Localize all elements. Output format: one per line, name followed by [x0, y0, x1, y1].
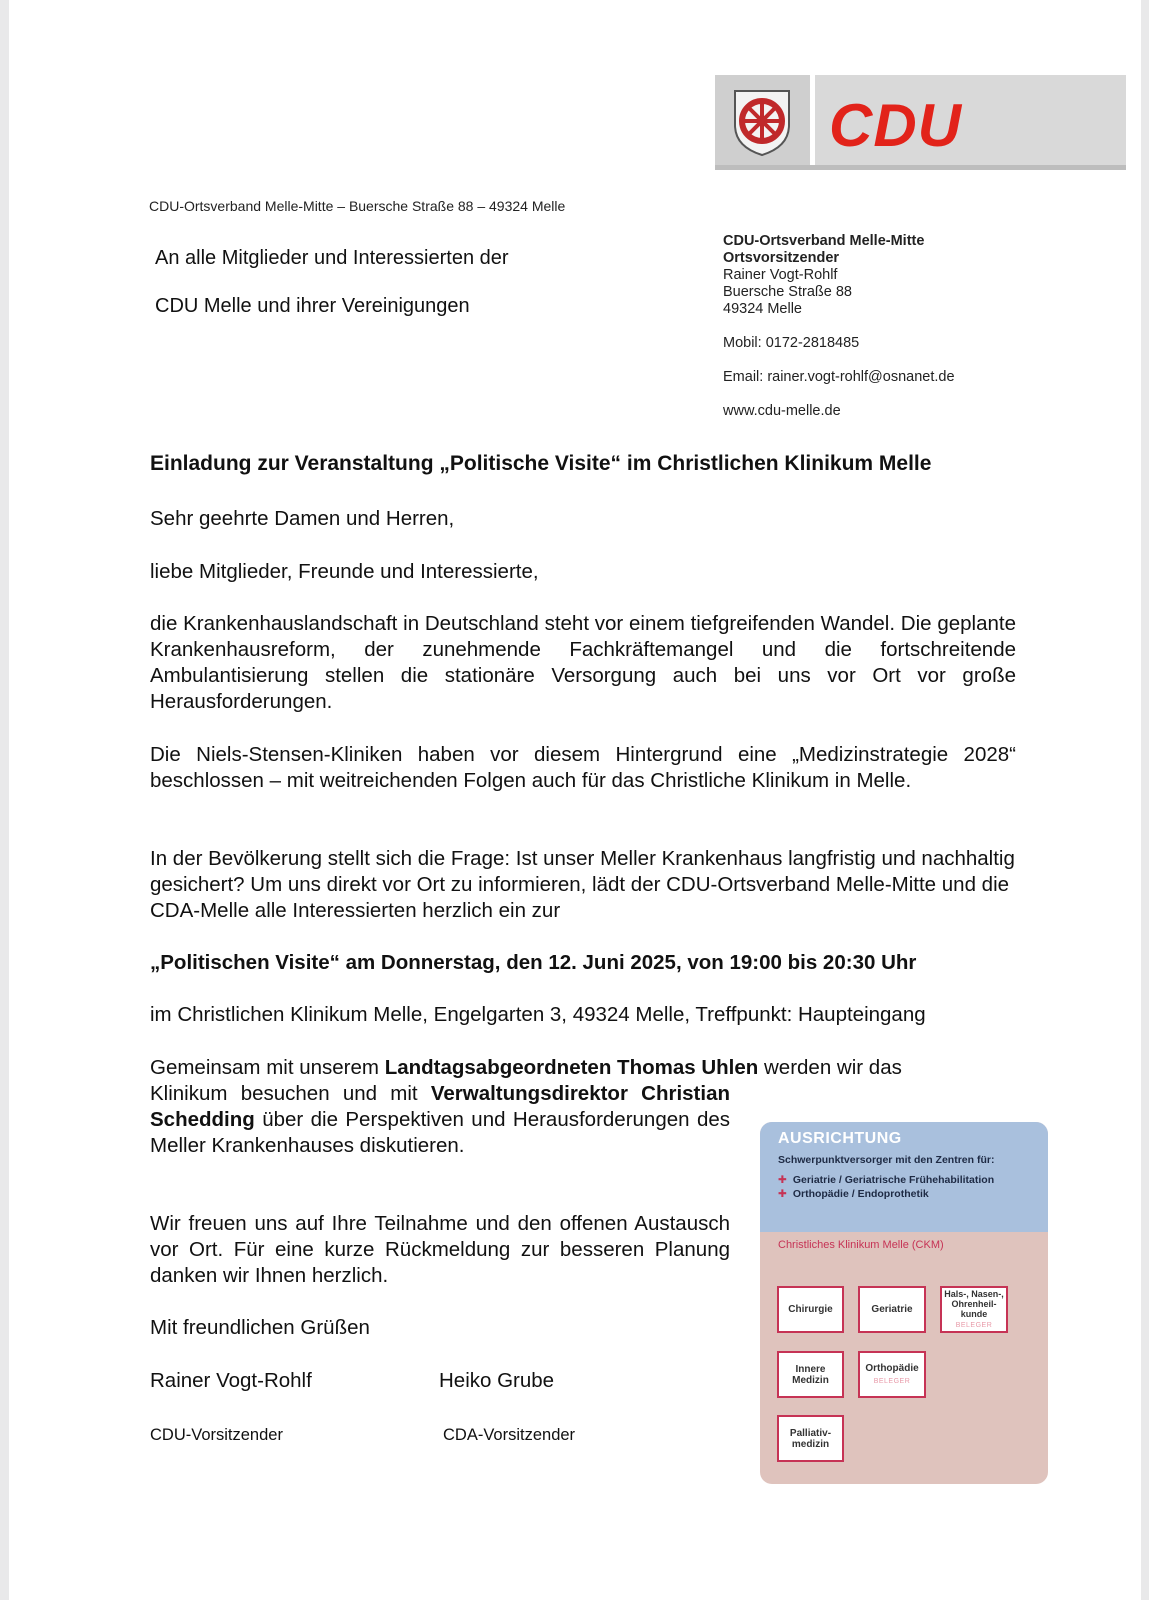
signature-name-2: Heiko Grube — [439, 1369, 555, 1392]
dept-box: Chirurgie — [777, 1286, 844, 1333]
contact-street: Buersche Straße 88 — [723, 284, 852, 300]
paragraph-2: Die Niels-Stensen-Kliniken haben vor diesem Hintergrund eine „Medizinstrategie 2028“ beschlossen – mit weitreichenden Folgen auch für das Christliche Klinikum in Melle. — [150, 743, 1016, 792]
recipient-line-2: CDU Melle und ihrer Vereinigungen — [155, 295, 470, 317]
contact-role: Ortsvorsitzender — [723, 250, 840, 266]
closing: Mit freundlichen Grüßen — [150, 1316, 370, 1339]
hospital-info-graphic — [760, 1122, 1048, 1484]
signature-name-1: Rainer Vogt-Rohlf — [150, 1369, 312, 1392]
info-bullet-2: ✚ Orthopädie / Endoprothetik — [778, 1188, 929, 1200]
dept-box: Palliativ-medizin — [777, 1415, 844, 1462]
contact-org: CDU-Ortsverband Melle-Mitte — [723, 233, 925, 249]
contact-block — [723, 233, 955, 420]
dept-box: Orthopädie BELEGER — [858, 1351, 926, 1398]
recipient-line-1: An alle Mitglieder und Interessierten der — [155, 247, 509, 269]
location-line: im Christlichen Klinikum Melle, Engelgarten 3, 49324 Melle, Treffpunkt: Haupteingang — [150, 1003, 926, 1026]
paragraph-1: die Krankenhauslandschaft in Deutschland steht vor einem tiefgreifenden Wandel. Die geplante Krankenhausreform, der zunehmende Fachkräftemangel und die fortschreitende Ambulantisierung stellen die stationäre Versorgung auch bei uns vor Ort vor große Herausforderungen. — [150, 612, 1016, 713]
paragraph-4-line-1: Gemeinsam mit unserem Landtagsabgeordneten Thomas Uhlen werden wir das — [150, 1056, 902, 1079]
signature-role-2: CDA-Vorsitzender — [443, 1426, 576, 1444]
plus-icon: ✚ — [778, 1188, 787, 1200]
melle-wheel-crest-icon — [727, 85, 797, 157]
paragraph-4: Klinikum besuchen und mit Verwaltungsdirektor Christian Schedding über die Perspektiven und Herausforderungen des Meller Krankenhauses diskutieren. — [150, 1082, 731, 1157]
plus-icon: ✚ — [778, 1174, 787, 1186]
dept-box: Hals-, Nasen-, Ohrenheil-kunde BELEGER — [940, 1286, 1008, 1333]
paragraph-5: Wir freuen uns auf Ihre Teilnahme und den offenen Austausch vor Ort. Für eine kurze Rückmeldung zur besseren Planung danken wir Ihnen herzlich. — [150, 1212, 730, 1287]
contact-mobile: Mobil: 0172-2818485 — [723, 335, 860, 351]
recipient-block — [155, 234, 509, 330]
salutation-2: liebe Mitglieder, Freunde und Interessierte, — [150, 560, 539, 583]
info-bullet-1: ✚ Geriatrie / Geriatrische Frühehabilitation — [778, 1174, 995, 1186]
contact-name: Rainer Vogt-Rohlf — [723, 267, 838, 283]
contact-email[interactable]: Email: rainer.vogt-rohlf@osnanet.de — [723, 369, 955, 385]
subject-line: Einladung zur Veranstaltung „Politische Visite“ im Christlichen Klinikum Melle — [150, 452, 932, 475]
dept-box: Innere Medizin — [777, 1351, 844, 1398]
contact-city: 49324 Melle — [723, 301, 802, 317]
info-subtitle: Schwerpunktversorger mit den Zentren für: — [778, 1154, 995, 1166]
signature-role-1: CDU-Vorsitzender — [150, 1426, 283, 1444]
hospital-label: Christliches Klinikum Melle (CKM) — [778, 1239, 944, 1251]
info-title: AUSRICHTUNG — [778, 1130, 902, 1147]
cdu-logo-text: CDU — [829, 92, 962, 159]
sender-address-line: CDU-Ortsverband Melle-Mitte – Buersche Straße 88 – 49324 Melle — [149, 198, 566, 214]
letter-page — [9, 0, 1141, 1600]
contact-website[interactable]: www.cdu-melle.de — [723, 403, 841, 419]
paragraph-3: In der Bevölkerung stellt sich die Frage: Ist unser Meller Krankenhaus langfristig und nachhaltig gesichert? Um uns direkt vor Ort zu informieren, lädt der CDU-Ortsverband Melle-Mitte und die CDA-Melle alle Interessierten herzlich ein zur — [150, 847, 1015, 922]
salutation-1: Sehr geehrte Damen und Herren, — [150, 507, 455, 530]
event-line: „Politischen Visite“ am Donnerstag, den 12. Juni 2025, von 19:00 bis 20:30 Uhr — [150, 951, 917, 974]
dept-box: Geriatrie — [858, 1286, 926, 1333]
